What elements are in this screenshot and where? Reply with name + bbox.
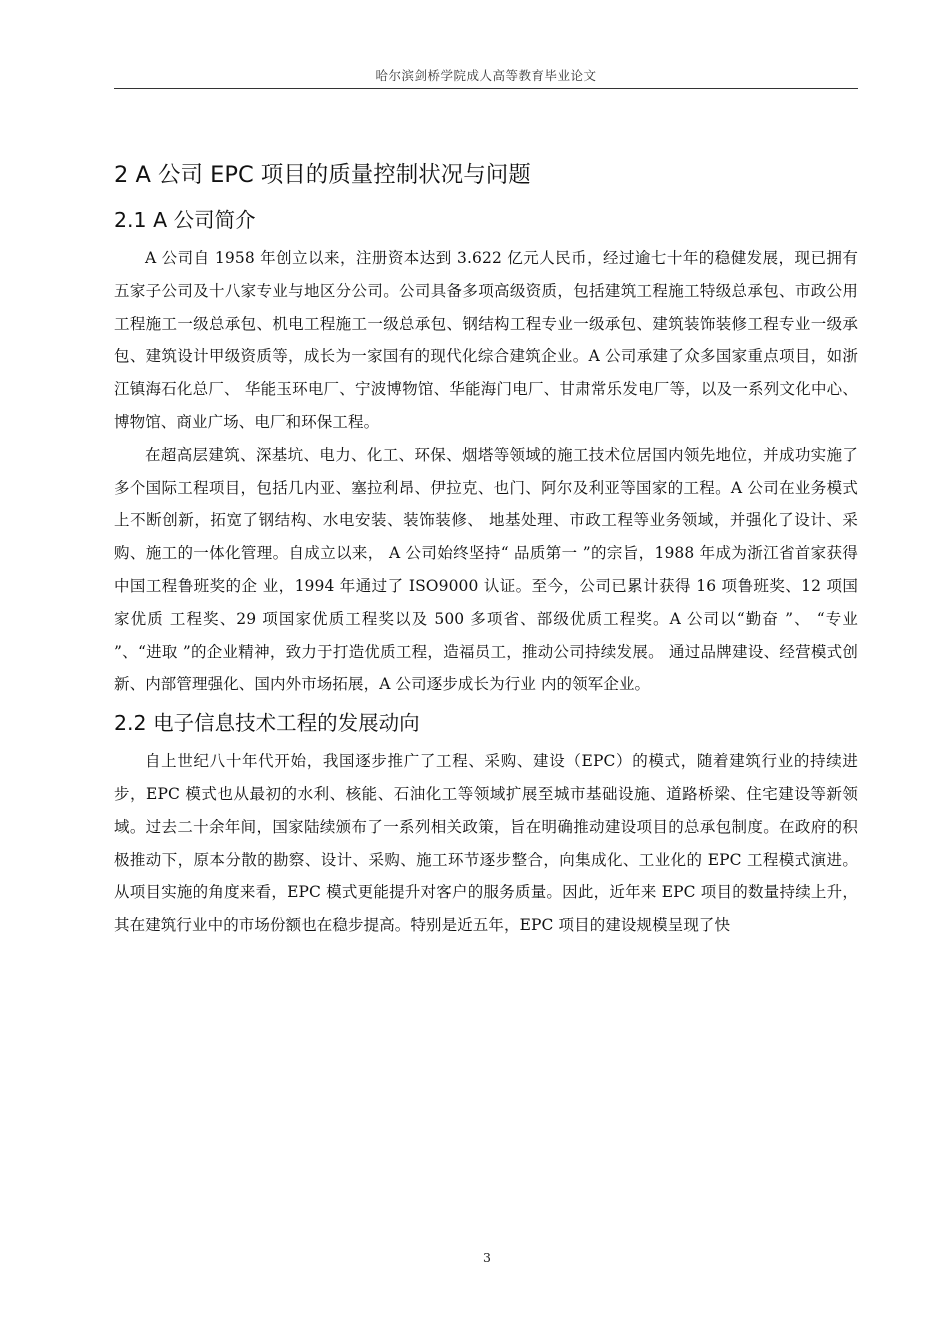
- section-2-1-paragraph-2: 在超高层建筑、深基坑、电力、化工、环保、烟塔等领域的施工技术位居国内领先地位，并成功实施了多个国际工程项目，包括几内亚、塞拉利昂、伊拉克、也门、阿尔及利亚等国家的工程。A 公司在业务模式上不断创新，拓宽了钢结构、水电安装、装饰装修、 地基处理、市政工程等业务领域，并强化了设计、采购、施工的一体化管理。自成立以来， A 公司始终坚持“ 品质第一 ”的宗旨，1988 年成为浙江省首家获得中国工程鲁班奖的企 业，1994 年通过了 ISO9000 认证。至今，公司已累计获得 16 项鲁班奖、12 项国家优质 工程奖、29 项国家优质工程奖以及 500 多项省、部级优质工程奖。A 公司以“勤奋 ”、 “专业 ”、“进取 ”的企业精神，致力于打造优质工程，造福员工，推动公司持续发展。 通过品牌建设、经营模式创新、内部管理强化、国内外市场拓展，A 公司逐步成长为行业 内的领军企业。: [114, 445, 858, 694]
- chapter-title: 2 A 公司 EPC 项目的质量控制状况与问题: [114, 162, 531, 188]
- section-title-2-2: 2.2 电子信息技术工程的发展动向: [114, 711, 420, 736]
- section-2-2-paragraph-1: 自上世纪八十年代开始，我国逐步推广了工程、采购、建设（EPC）的模式，随着建筑行业的持续进步，EPC 模式也从最初的水利、核能、石油化工等领域扩展至城市基础设施、道路桥梁、住宅建设等新领域。过去二十余年间，国家陆续颁布了一系列相关政策，旨在明确推动建设项目的总承包制度。在政府的积极推动下，原本分散的勘察、设计、采购、施工环节逐步整合，向集成化、工业化的 EPC 工程模式演进。从项目实施的角度来看，EPC 模式更能提升对客户的服务质量。因此，近年来 EPC 项目的数量持续上升，其在建筑行业中的市场份额也在稳步提高。特别是近五年，EPC 项目的建设规模呈现了快: [114, 752, 858, 935]
- page-content: [114, 152, 858, 942]
- section-title-2-1: 2.1 A 公司简介: [114, 208, 256, 232]
- header-rule: [114, 88, 858, 89]
- page-number: 3: [483, 1250, 491, 1265]
- running-header: 哈尔滨剑桥学院成人高等教育毕业论文: [375, 68, 597, 83]
- section-2-1-paragraph-1: A 公司自 1958 年创立以来，注册资本达到 3.622 亿元人民币，经过逾七十年的稳健发展，现已拥有五家子公司及十八家专业与地区分公司。公司具备多项高级资质，包括建筑工程施工特级总承包、市政公用工程施工一级总承包、机电工程施工一级总承包、钢结构工程专业一级承包、建筑装饰装修工程专业一级承包、建筑设计甲级资质等，成长为一家国有的现代化综合建筑企业。A 公司承建了众多国家重点项目，如浙江镇海石化总厂、 华能玉环电厂、宁波博物馆、华能海门电厂、甘肃常乐发电厂等，以及一系列文化中心、 博物馆、商业广场、电厂和环保工程。: [114, 249, 858, 431]
